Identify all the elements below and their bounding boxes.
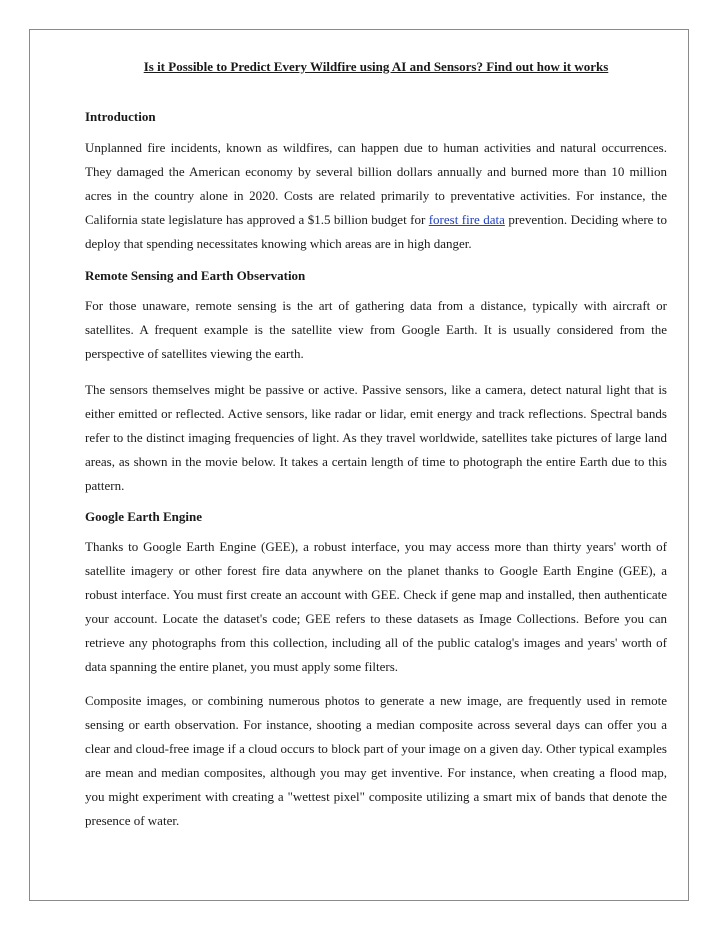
paragraph-gee-2: Composite images, or combining numerous photos to generate a new image, are frequently used in remote sensing or earth observation. For instance, shooting a median composite across several days can offer you a clear and cloud-free image if a cloud occurs to block part of your image on a given day. Other typical examples are mean and median composites, although you may get inventive. For instance, when creating a flood map, you might experiment with creating a "wettest pixel" composite utilizing a smart mix of bands that denote the presence of water. [85, 693, 667, 828]
document-body [85, 57, 667, 833]
paragraph-remote-sensing-2: The sensors themselves might be passive or active. Passive sensors, like a camera, detect natural light that is either emitted or reflected. Active sensors, like radar or lidar, emit energy and track reflections. Spectral bands refer to the distinct imaging frequencies of light. As they travel worldwide, satellites take pictures of large land areas, as shown in the movie below. It takes a certain length of time to photograph the entire Earth due to this pattern. [85, 382, 667, 493]
heading-remote-sensing: Remote Sensing and Earth Observation [85, 268, 306, 283]
document-title: Is it Possible to Predict Every Wildfire using AI and Sensors? Find out how it works [143, 59, 609, 74]
forest-fire-data-link[interactable]: forest fire data [428, 212, 505, 227]
paragraph-remote-sensing-1: For those unaware, remote sensing is the art of gathering data from a distance, typically with aircraft or satellites. A frequent example is the satellite view from Google Earth. It is usually considered from the perspective of satellites viewing the earth. [85, 298, 667, 361]
intro-text-before-link: Unplanned fire incidents, known as wildfires, can happen due to human activities and natural occurrences. They damaged the American economy by several billion dollars annually and burned more than 10 million acres in the country alone in 2020. Costs are related primarily to preventative activities. For instance, the California state legislature has approved a $1.5 billion budget for [85, 140, 667, 227]
heading-introduction: Introduction [85, 109, 156, 124]
paragraph-introduction [85, 136, 667, 256]
paragraph-gee-1: Thanks to Google Earth Engine (GEE), a robust interface, you may access more than thirty years' worth of satellite imagery or other forest fire data anywhere on the planet thanks to Google Earth Engine (GEE), a robust interface. You must first create an account with GEE. Check if gene map and installed, then authenticate your account. Locate the dataset's code; GEE refers to these datasets as Image Collections. Before you can retrieve any photographs from this collection, including all of the public catalog's images and years' worth of data spanning the entire planet, you must apply some filters. [85, 539, 667, 674]
intro-text-after-link: prevention. Deciding where to deploy that spending necessitates knowing which areas are in high danger. [85, 212, 667, 251]
heading-google-earth-engine: Google Earth Engine [85, 509, 203, 524]
